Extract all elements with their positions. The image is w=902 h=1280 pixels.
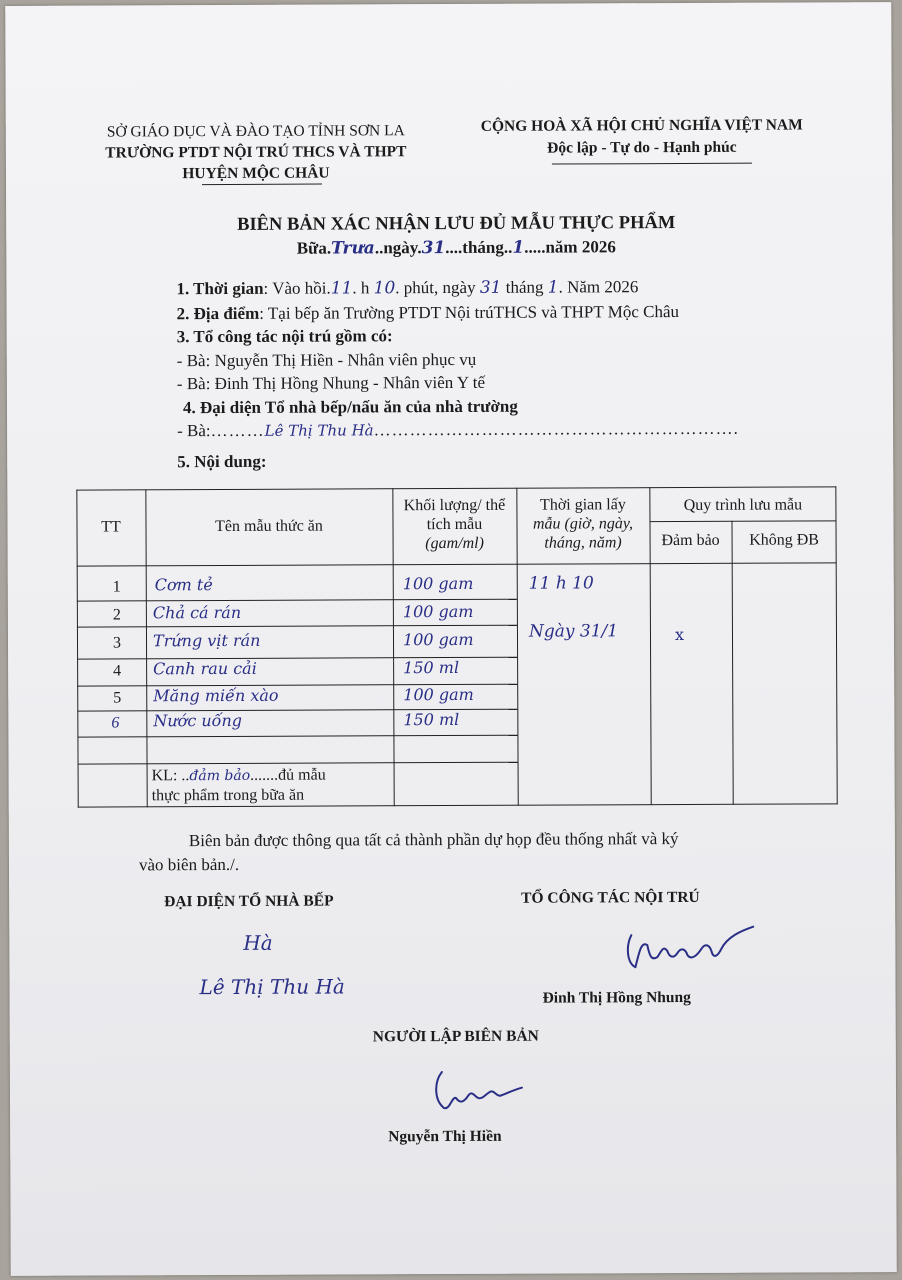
row-6-food-name: Nước uống bbox=[153, 710, 243, 731]
header-food-name: Tên mẫu thức ăn bbox=[215, 517, 323, 536]
handwritten-date-month: 1 bbox=[547, 277, 559, 298]
boarding-signer-name: Đinh Thị Hồng Nhung bbox=[542, 988, 691, 1007]
section-time-label: 1. Thời gian bbox=[176, 278, 264, 299]
row-1-quantity: 100 gam bbox=[402, 573, 474, 594]
row-5-food-name: Măng miến xào bbox=[153, 685, 279, 706]
handwritten-sample-date: Ngày 31/1 bbox=[528, 621, 619, 642]
sections-block bbox=[176, 275, 739, 473]
boarding-signature-title: TỔ CÔNG TÁC NỘI TRÚ bbox=[521, 888, 700, 907]
row-4-tt: 4 bbox=[113, 662, 122, 680]
section-team-label: 3. Tổ công tác nội trú gồm có: bbox=[176, 326, 393, 347]
kitchen-rep-dots-before: ……… bbox=[210, 420, 265, 441]
row-3-quantity: 100 gam bbox=[402, 629, 474, 650]
closing-line2: vào biên bản./. bbox=[138, 854, 240, 875]
row-2-quantity: 100 gam bbox=[402, 601, 474, 622]
header-time-line1: Thời gian lấy bbox=[539, 496, 626, 514]
row-4-food-name: Canh rau cải bbox=[153, 658, 257, 679]
kitchen-rep-prefix: - Bà: bbox=[177, 421, 211, 441]
row-3-food-name: Trứng vịt rán bbox=[152, 630, 261, 651]
kitchen-signer-name: Lê Thị Thu Hà bbox=[199, 974, 345, 1000]
header-time-line3: tháng, năm) bbox=[544, 534, 622, 552]
header-weight-line1: Khối lượng/ thể bbox=[403, 496, 506, 515]
conclusion-suffix: đủ mẫu bbox=[278, 766, 326, 784]
section-time-text-e: . Năm 2026 bbox=[558, 277, 639, 297]
handwritten-meal: Trưa bbox=[331, 238, 375, 259]
handwritten-minute: 10 bbox=[373, 278, 396, 299]
boarding-signature bbox=[621, 921, 761, 978]
section-location bbox=[177, 299, 739, 325]
handwritten-date-day: 31 bbox=[479, 277, 502, 298]
conclusion-line2: thực phẩm trong bữa ăn bbox=[151, 786, 305, 805]
header-not-ok: Không ĐB bbox=[749, 531, 819, 549]
section-time-text-c: . phút, ngày bbox=[395, 277, 480, 298]
subtitle-month-label: ....tháng.. bbox=[445, 237, 513, 258]
handwritten-hour: 11 bbox=[330, 278, 353, 299]
kitchen-rep-line bbox=[177, 417, 739, 444]
subtitle-day-label: ..ngày. bbox=[374, 238, 422, 258]
row-1-tt: 1 bbox=[112, 578, 121, 596]
kitchen-signature: Hà bbox=[243, 930, 273, 955]
handwritten-conclusion: đảm bảo bbox=[189, 767, 251, 785]
national-title: CỘNG HOÀ XÃ HỘI CHỦ NGHĨA VIỆT NAM bbox=[480, 116, 803, 135]
header-right bbox=[452, 114, 832, 160]
kitchen-signature-title: ĐẠI DIỆN TỔ NHÀ BẾP bbox=[164, 892, 334, 911]
section-time-text-d: tháng bbox=[501, 277, 548, 297]
national-motto: Độc lập - Tự do - Hạnh phúc bbox=[547, 138, 737, 157]
handwritten-kitchen-rep-name: Lê Thị Thu Hà bbox=[264, 421, 374, 440]
recorder-name: Nguyễn Thị Hiền bbox=[388, 1127, 502, 1146]
team-member-1: - Bà: Nguyễn Thị Hiền - Nhân viên phục vụ bbox=[176, 349, 477, 370]
document-title: BIÊN BẢN XÁC NHẬN LƯU ĐỦ MẪU THỰC PHẨM bbox=[237, 213, 676, 235]
subtitle-meal-label: Bữa. bbox=[296, 238, 332, 258]
row-2-food-name: Chả cá rán bbox=[152, 602, 242, 623]
section-location-label: 2. Địa điểm bbox=[176, 303, 260, 323]
row-6-quantity: 150 ml bbox=[403, 709, 460, 730]
subtitle-year-label: .....năm 2026 bbox=[524, 237, 616, 257]
section-location-text: : Tại bếp ăn Trường PTDT Nội trúTHCS và THPT Mộc Châu bbox=[259, 301, 680, 323]
header-weight bbox=[392, 496, 516, 554]
header-weight-line2: tích mẫu bbox=[426, 515, 483, 534]
handwritten-sample-time: 11 h 10 bbox=[528, 573, 594, 594]
row-6-tt: 6 bbox=[111, 714, 120, 732]
closing-line1: Biên bản được thông qua tất cả thành phần dự họp đều thống nhất và ký bbox=[188, 829, 679, 851]
conclusion-cell bbox=[152, 765, 392, 805]
section-time-text-a: : Vào hồi. bbox=[263, 278, 331, 298]
food-sample-table bbox=[76, 486, 837, 807]
header-tt: TT bbox=[101, 518, 121, 536]
school-name: TRƯỜNG PTDT NỘI TRÚ THCS VÀ THPT bbox=[105, 143, 407, 162]
document-subtitle bbox=[106, 236, 806, 259]
conclusion-dots-2: ....... bbox=[250, 766, 279, 784]
row-3-tt: 3 bbox=[112, 634, 122, 652]
row-1-food-name: Cơm tẻ bbox=[154, 575, 213, 595]
section-kitchen-label: 4. Đại diện Tổ nhà bếp/nấu ăn của nhà trường bbox=[182, 396, 518, 417]
handwritten-day: 31 bbox=[421, 238, 446, 259]
header-right-underline bbox=[552, 163, 752, 165]
ok-checkmark: x bbox=[674, 624, 685, 645]
header-ok: Đảm bảo bbox=[661, 531, 720, 550]
district-name: HUYỆN MỘC CHÂU bbox=[182, 164, 330, 183]
document-page bbox=[5, 2, 897, 1276]
handwritten-month: 1 bbox=[512, 237, 525, 258]
header-left bbox=[66, 120, 446, 185]
recorder-signature-title: NGƯỜI LẬP BIÊN BẢN bbox=[372, 1027, 539, 1046]
department-name: SỞ GIÁO DỤC VÀ ĐÀO TẠO TỈNH SƠN LA bbox=[106, 122, 405, 141]
team-member-2: - Bà: Đinh Thị Hồng Nhung - Nhân viên Y tế bbox=[176, 372, 486, 394]
section-time bbox=[176, 275, 738, 302]
conclusion-prefix: KL: bbox=[151, 767, 182, 785]
header-weight-line3: (gam/ml) bbox=[425, 534, 484, 553]
section-content-label: 5. Nội dung: bbox=[177, 451, 267, 471]
row-4-quantity: 150 ml bbox=[403, 657, 460, 678]
section-time-text-b: . h bbox=[352, 278, 374, 298]
conclusion-dots-1: .. bbox=[181, 767, 190, 785]
header-left-underline bbox=[202, 184, 322, 186]
row-5-quantity: 100 gam bbox=[403, 684, 474, 705]
header-sample-time bbox=[516, 495, 649, 553]
recorder-signature bbox=[428, 1066, 528, 1116]
kitchen-rep-dots-after: ……………………………………………………. bbox=[373, 418, 739, 440]
header-time-line2: mẫu (giờ, ngày, bbox=[532, 515, 634, 533]
header-process: Quy trình lưu mẫu bbox=[683, 496, 803, 514]
row-5-tt: 5 bbox=[113, 689, 122, 707]
row-2-tt: 2 bbox=[112, 606, 121, 624]
